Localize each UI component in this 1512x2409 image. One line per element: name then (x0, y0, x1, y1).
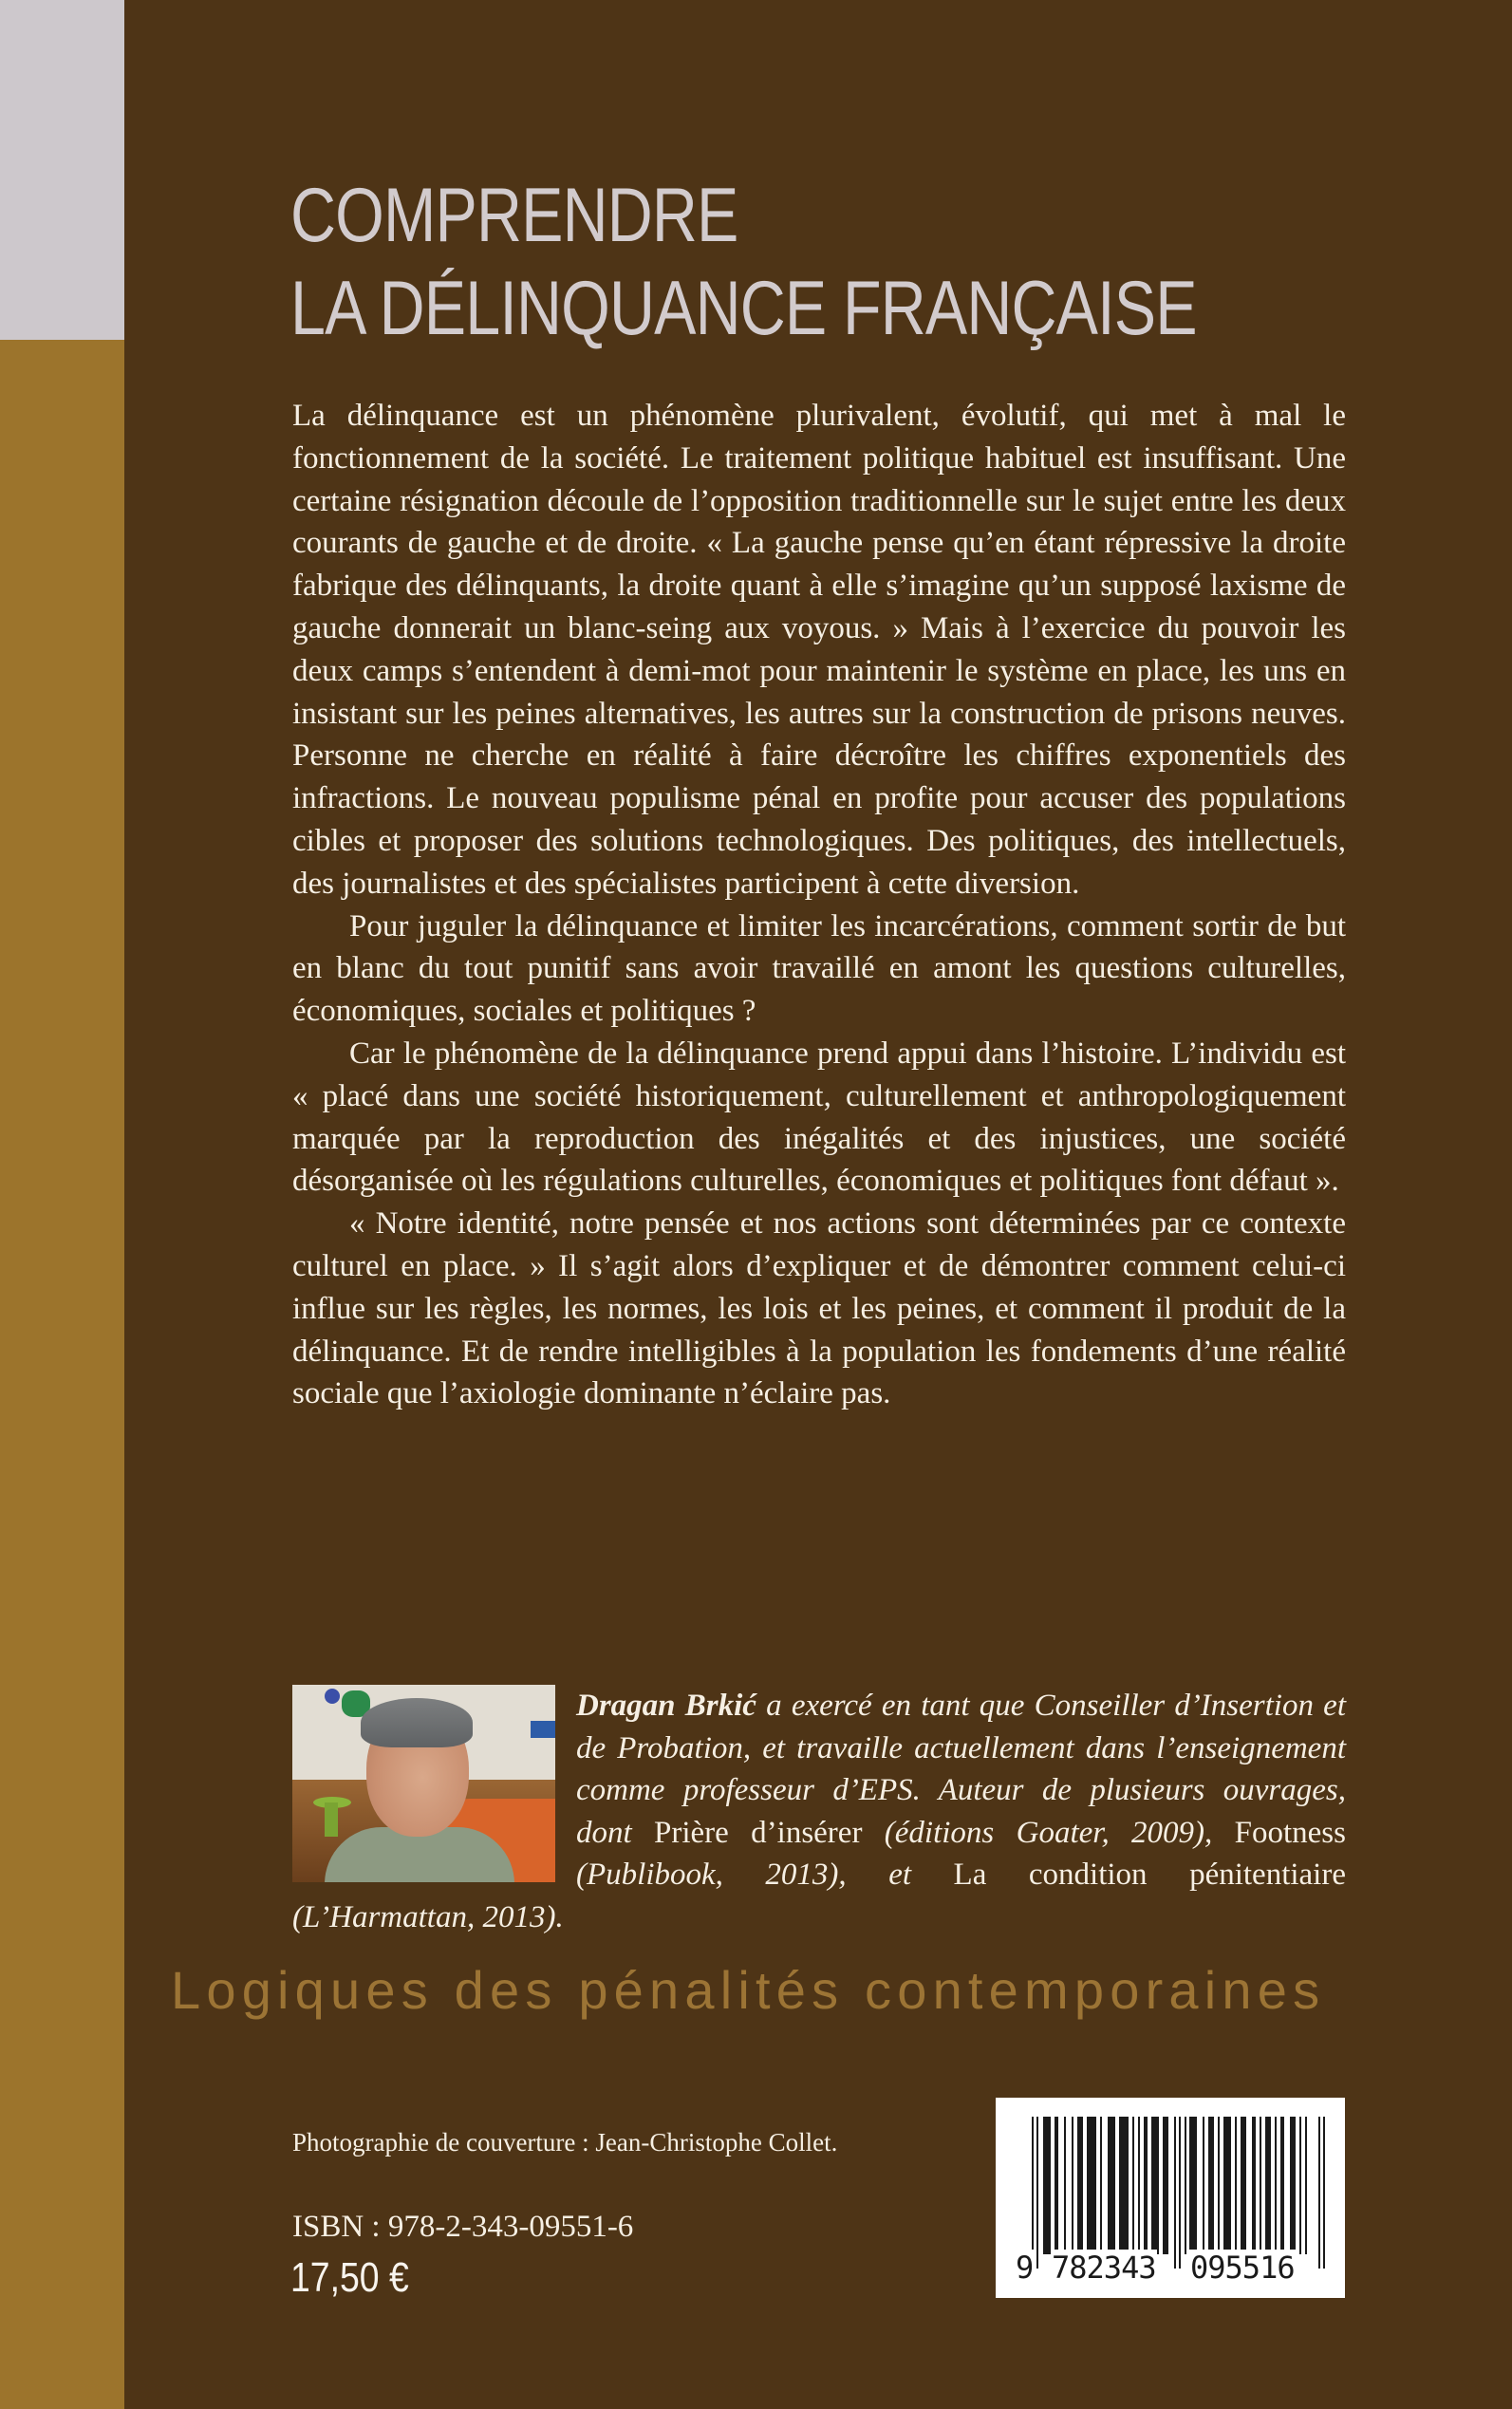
book-title-2: Footness (1234, 1815, 1346, 1850)
series-name: Logiques des pénalités contemporaines (171, 1960, 1326, 2020)
blurb-paragraph: Car le phénomène de la délinquance prend appui dans l’histoire. L’individu est « placé dans une société historiquement, culturellement et anthropologiquement marquée par la reproduction des inégalités et des injustices, une société désorganisée où les régulations culturelles, économiques et politiques font défaut ». (292, 1036, 1346, 1199)
blurb-paragraph: La délinquance est un phénomène plurivalent, évolutif, qui met à mal le fonctionnement de la société. Le traitement politique habituel est insuffisant. Une certaine résignation découle de l’opposition traditionnelle sur le sujet entre les deux courants de gauche et de droite. « La gauche pense qu’en étant répressive la droite fabrique des délinquants, la droite quant à elle s’imagine qu’un supposé laxisme de gauche donnerait un blanc-seing aux voyous. » Mais à l’exercice du pouvoir les deux camps s’entendent à demi-mot pour maintenir le système en place, les uns en insistant sur les peines alternatives, les autres sur la construction de prisons neuves. Personne ne cherche en réalité à faire décroître les chiffres exponentiels des infractions. Le nouveau populisme pénal en profite pour accuser des populations cibles et proposer des solutions technologiques. Des politiques, des intellectuels, des journalistes et des spécialistes participent à cette diversion. (292, 399, 1346, 901)
photo-credit: Photographie de couverture : Jean-Christophe Collet. (292, 2128, 838, 2157)
book-title (290, 169, 1197, 355)
book-title-1: Prière d’insérer (654, 1815, 863, 1850)
price: 17,50 € (290, 2254, 409, 2301)
blurb (292, 395, 1346, 1415)
author-name: Dragan Brkić (576, 1689, 756, 1723)
book-publisher-3: (L’Harmattan, 2013). (292, 1899, 564, 1934)
isbn: ISBN : 978-2-343-09551-6 (292, 2210, 634, 2244)
author-bio-text: a exercé en tant que Conseiller d’Insertion et de Probation, et travaille actuellement dans l’enseignement comme professeur d’EPS. Auteur de plusieurs ouvrages, dont (576, 1689, 1346, 1850)
barcode-group-2: 095516 (1190, 2250, 1295, 2286)
title-line-1: COMPRENDRE (290, 173, 738, 258)
barcode-number (1009, 2250, 1332, 2288)
book-publisher-1: (éditions Goater, 2009), (862, 1815, 1235, 1850)
barcode-bars-icon (1032, 2117, 1326, 2269)
spine-stripe-bottom (0, 340, 124, 2409)
book-title-3: La condition pénitentiaire (953, 1858, 1346, 1893)
spine-stripe-top (0, 0, 124, 340)
blurb-paragraph: « Notre identité, notre pensée et nos actions sont déterminées par ce contexte culturel en place. » Il s’agit alors d’expliquer et de démontrer comment celui-ci influe sur les règles, les normes, les lois et les peines, et comment il produit de la délinquance. Et de rendre intelligibles à la population les fondements d’une réalité sociale que l’axiologie dominante n’éclaire pas. (292, 1206, 1346, 1411)
barcode-digit-first: 9 (1016, 2250, 1034, 2286)
barcode-group-1: 782343 (1052, 2250, 1156, 2286)
barcode (996, 2098, 1345, 2298)
blurb-paragraph: Pour juguler la délinquance et limiter les incarcérations, comment sortir de but en blanc du tout punitif sans avoir travaillé en amont les questions culturelles, économiques, sociales et politiques ? (292, 908, 1346, 1029)
title-line-2: LA DÉLINQUANCE FRANÇAISE (290, 266, 1197, 351)
book-publisher-2: (Publibook, 2013), et (576, 1858, 954, 1893)
author-photo (292, 1685, 555, 1882)
author-bio (292, 1685, 1346, 1939)
